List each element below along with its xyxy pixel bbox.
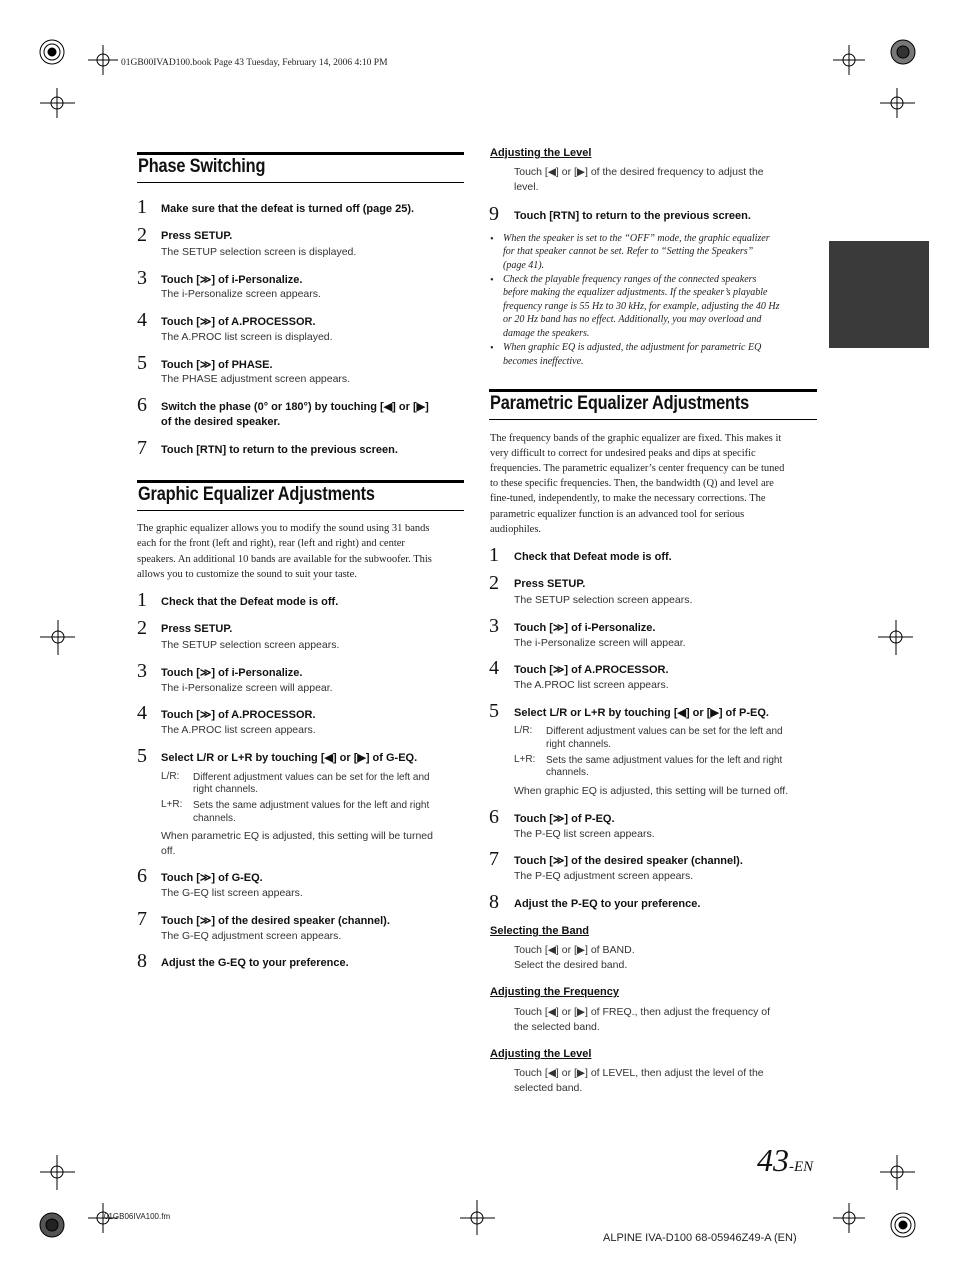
step-result: The PHASE adjustment screen appears. xyxy=(161,373,351,385)
option-desc: right channels. xyxy=(193,784,259,795)
step-number: 5 xyxy=(137,352,147,374)
bullet: • xyxy=(490,343,494,354)
step-text: Touch [≫] of A.PROCESSOR. xyxy=(514,664,669,676)
step-number: 1 xyxy=(137,196,147,218)
option-desc: Sets the same adjustment values for the left and right xyxy=(193,800,430,811)
step-number: 2 xyxy=(137,617,147,639)
step-text: Touch [≫] of the desired speaker (channel). xyxy=(514,855,743,867)
step-number: 3 xyxy=(137,267,147,289)
step-note: off. xyxy=(161,845,176,857)
step-text: Touch [≫] of G-EQ. xyxy=(161,872,263,884)
step-text: Select L/R or L+R by touching [◀] or [▶] of P-EQ. xyxy=(514,707,769,719)
note-line: damage the speakers. xyxy=(503,328,590,339)
step-text: Check that the Defeat mode is off. xyxy=(161,596,339,608)
note-line: before making the equalizer adjustments. If the speaker’s playable xyxy=(503,287,768,298)
intro-line: audiophiles. xyxy=(490,524,542,535)
step-result: The i-Personalize screen will appear. xyxy=(514,637,686,649)
body-line: selected band. xyxy=(514,1082,583,1094)
body-line: level. xyxy=(514,181,539,193)
step-text: Check that Defeat mode is off. xyxy=(514,551,672,563)
step-result: The P-EQ adjustment screen appears. xyxy=(514,870,694,882)
step-text: Touch [≫] of P-EQ. xyxy=(514,813,615,825)
body-line: Touch [◀] or [▶] of the desired frequency to adjust the xyxy=(514,166,764,178)
step-result: The G-EQ adjustment screen appears. xyxy=(161,930,342,942)
step-text: Touch [≫] of i-Personalize. xyxy=(161,667,303,679)
page-number: 43 xyxy=(757,1142,789,1178)
option-label: L/R: xyxy=(514,725,533,736)
intro-line: speakers. An additional 10 bands are available for the subwoofer. This xyxy=(137,554,432,565)
step-text: Press SETUP. xyxy=(161,623,233,635)
option-desc: channels. xyxy=(193,813,236,824)
intro-line: fine-tuned, independently, to make the necessary corrections. The xyxy=(490,493,766,504)
step-number: 9 xyxy=(489,203,499,225)
footer-model: ALPINE IVA-D100 68-05946Z49-A (EN) xyxy=(603,1232,797,1244)
option-desc: Different adjustment values can be set for the left and xyxy=(193,772,430,783)
section-title-phase: Phase Switching xyxy=(138,156,266,177)
step-text: Touch [≫] of PHASE. xyxy=(161,359,273,371)
note-line: (page 41). xyxy=(503,260,545,271)
page-suffix: -EN xyxy=(789,1159,814,1175)
step-number: 8 xyxy=(489,891,499,913)
intro-line: very difficult to correct for undesired peaks and dips at specific xyxy=(490,448,756,459)
step-note: When parametric EQ is adjusted, this setting will be turned xyxy=(161,830,433,842)
step-number: 6 xyxy=(137,865,147,887)
step-number: 4 xyxy=(137,702,147,724)
step-number: 6 xyxy=(137,394,147,416)
section-title-geq: Graphic Equalizer Adjustments xyxy=(138,484,375,505)
option-label: L+R: xyxy=(161,799,183,810)
section-bar xyxy=(489,389,817,392)
note-line: for that speaker cannot be set. Refer to “Setting the Speakers” xyxy=(503,246,754,257)
step-text: Touch [≫] of i-Personalize. xyxy=(161,274,303,286)
intro-line: to these specific frequencies. Then, the bandwidth (Q) and level are xyxy=(490,478,774,489)
step-result: The SETUP selection screen appears. xyxy=(514,594,693,606)
note-line: becomes ineffective. xyxy=(503,356,584,367)
note-line: or 20 Hz band has no effect. Additionally, you may overload and xyxy=(503,314,762,325)
note-line: When graphic EQ is adjusted, the adjustment for parametric EQ xyxy=(503,342,762,353)
note-line: Check the playable frequency ranges of the connected speakers xyxy=(503,274,757,285)
subheading-adjusting-frequency: Adjusting the Frequency xyxy=(490,986,619,998)
step-result: The A.PROC list screen appears. xyxy=(161,724,316,736)
body-line: Select the desired band. xyxy=(514,959,628,971)
option-desc: right channels. xyxy=(546,739,612,750)
step-number: 5 xyxy=(489,700,499,722)
intro-line: frequencies. The parametric equalizer’s center frequency can be tuned xyxy=(490,463,785,474)
step-text: of the desired speaker. xyxy=(161,416,281,428)
subheading-selecting-band: Selecting the Band xyxy=(490,925,590,937)
section-bar xyxy=(137,480,464,483)
step-number: 7 xyxy=(489,848,499,870)
intro-line: The frequency bands of the graphic equalizer are fixed. This makes it xyxy=(490,433,782,444)
step-number: 4 xyxy=(489,657,499,679)
step-result: The i-Personalize screen will appear. xyxy=(161,682,333,694)
section-rule xyxy=(137,182,464,183)
note-line: frequency range is 55 Hz to 30 kHz, for example, adjusting the 40 Hz xyxy=(503,301,780,312)
step-result: The G-EQ list screen appears. xyxy=(161,887,303,899)
side-tab xyxy=(829,241,929,348)
step-number: 1 xyxy=(137,589,147,611)
step-text: Press SETUP. xyxy=(161,230,233,242)
step-text: Switch the phase (0° or 180°) by touching [◀] or [▶] xyxy=(161,401,429,413)
step-number: 5 xyxy=(137,745,147,767)
note-line: When the speaker is set to the “OFF” mode, the graphic equalizer xyxy=(503,233,770,244)
intro-line: allows you to customize the sound to suit your taste. xyxy=(137,569,357,580)
print-header: 01GB00IVAD100.book Page 43 Tuesday, February 14, 2006 4:10 PM xyxy=(121,58,388,68)
step-number: 7 xyxy=(137,908,147,930)
subheading-adjusting-level: Adjusting the Level xyxy=(490,1048,592,1060)
subheading-adjusting-level: Adjusting the Level xyxy=(490,147,592,159)
option-desc: Different adjustment values can be set for the left and xyxy=(546,726,783,737)
step-note: When graphic EQ is adjusted, this setting will be turned off. xyxy=(514,785,789,797)
step-text: Touch [≫] of the desired speaker (channel). xyxy=(161,915,390,927)
step-text: Touch [RTN] to return to the previous screen. xyxy=(161,444,398,456)
option-desc: channels. xyxy=(546,767,589,778)
section-bar xyxy=(137,152,464,155)
step-number: 3 xyxy=(137,660,147,682)
step-text: Make sure that the defeat is turned off (page 25). xyxy=(161,203,415,215)
step-text: Select L/R or L+R by touching [◀] or [▶] of G-EQ. xyxy=(161,752,418,764)
step-result: The i-Personalize screen appears. xyxy=(161,288,321,300)
section-title-peq: Parametric Equalizer Adjustments xyxy=(490,393,750,414)
step-text: Touch [≫] of i-Personalize. xyxy=(514,622,656,634)
step-result: The A.PROC list screen is displayed. xyxy=(161,331,333,343)
step-result: The SETUP selection screen appears. xyxy=(161,639,340,651)
bullet: • xyxy=(490,234,494,245)
step-text: Adjust the G-EQ to your preference. xyxy=(161,957,349,969)
step-number: 8 xyxy=(137,950,147,972)
step-text: Touch [≫] of A.PROCESSOR. xyxy=(161,709,316,721)
bullet: • xyxy=(490,275,494,286)
step-number: 4 xyxy=(137,309,147,331)
body-line: Touch [◀] or [▶] of LEVEL, then adjust the level of the xyxy=(514,1067,764,1079)
option-label: L/R: xyxy=(161,771,180,782)
body-line: Touch [◀] or [▶] of FREQ., then adjust the frequency of xyxy=(514,1006,771,1018)
step-text: Touch [RTN] to return to the previous screen. xyxy=(514,210,751,222)
step-text: Adjust the P-EQ to your preference. xyxy=(514,898,701,910)
step-number: 1 xyxy=(489,544,499,566)
step-number: 2 xyxy=(137,224,147,246)
step-result: The A.PROC list screen appears. xyxy=(514,679,669,691)
option-desc: Sets the same adjustment values for the left and right xyxy=(546,755,783,766)
section-rule xyxy=(489,419,817,420)
step-text: Touch [≫] of A.PROCESSOR. xyxy=(161,316,316,328)
section-rule xyxy=(137,510,464,511)
step-text: Press SETUP. xyxy=(514,578,586,590)
step-number: 7 xyxy=(137,437,147,459)
step-number: 3 xyxy=(489,615,499,637)
option-label: L+R: xyxy=(514,754,536,765)
step-number: 2 xyxy=(489,572,499,594)
step-result: The SETUP selection screen is displayed. xyxy=(161,246,357,258)
step-result: The P-EQ list screen appears. xyxy=(514,828,655,840)
intro-line: parametric equalizer function is an advanced tool for serious xyxy=(490,509,745,520)
footer-file: 01GB06IVA100.fm xyxy=(104,1212,171,1221)
body-line: the selected band. xyxy=(514,1021,600,1033)
intro-line: The graphic equalizer allows you to modify the sound using 31 bands xyxy=(137,523,430,534)
intro-line: each for the front (left and right), rear (left and right) and center xyxy=(137,538,405,549)
step-number: 6 xyxy=(489,806,499,828)
page-number-block xyxy=(757,1142,813,1179)
body-line: Touch [◀] or [▶] of BAND. xyxy=(514,944,635,956)
